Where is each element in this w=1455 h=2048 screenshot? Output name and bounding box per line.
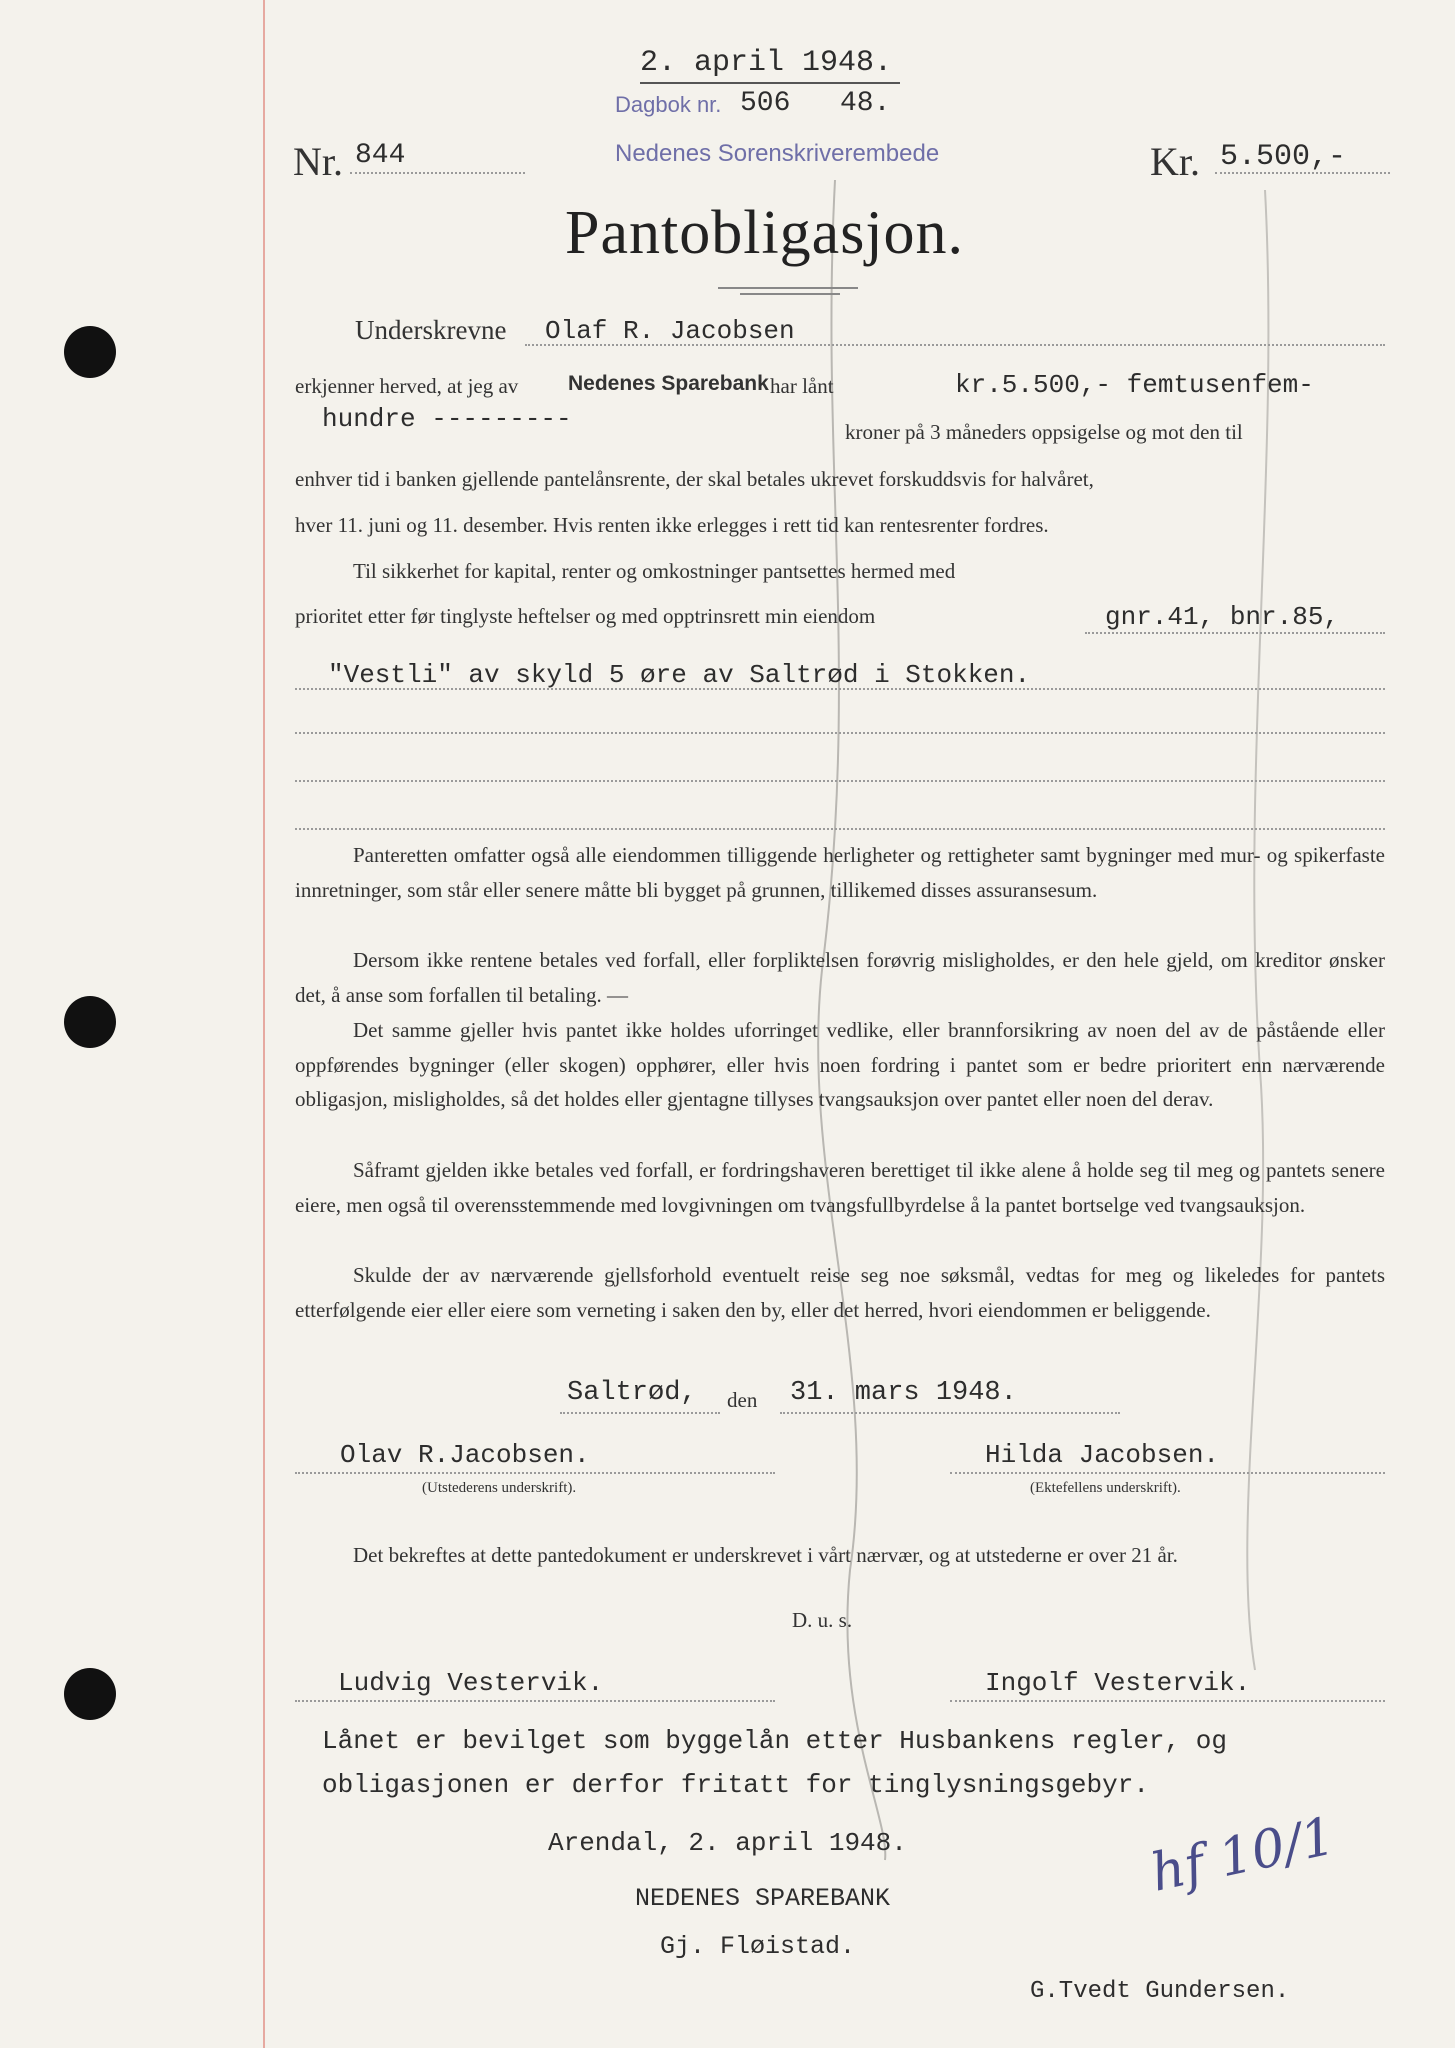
kr-value: 5.500,- (1220, 140, 1347, 174)
dagbok-stamp-label: Dagbok nr. (615, 92, 722, 117)
handwritten-initials: hf 10/1 (1145, 1806, 1341, 1904)
sorenskriver-stamp: Nedenes Sorenskriverembede (615, 140, 940, 167)
intro-line2: erkjenner herved, at jeg av (295, 374, 519, 398)
kr-dotted-line (1215, 172, 1390, 174)
place: Saltrød, (567, 1378, 697, 1408)
property-typed-line2: "Vestli" av skyld 5 øre av Saltrød i Stokken. (328, 660, 1031, 690)
dus: D. u. s. (792, 1608, 853, 1632)
dotted-line (780, 1412, 1120, 1414)
dotted-line (295, 780, 1385, 782)
witness2-signature: Ingolf Vestervik. (985, 1668, 1251, 1698)
intro-line5: hver 11. juni og 11. desember. Hvis renten ikke erlegges i rett tid kan rentesrenter fordres. (295, 513, 1049, 537)
document-title: Pantobligasjon. (565, 199, 965, 267)
amount-typed-cont: hundre --------- (322, 404, 572, 434)
body-paragraph: Såframt gjelden ikke betales ved forfall, er fordringshaveren berettiget til ikke alene å holde seg til meg og pantets senere eiere, men også til overensstemmende med lovgivningen om tvangsfullbyrdelse å la pantet bortselge ved tvangsauksjon. (295, 1158, 1385, 1217)
intro-line3: kroner på 3 måneders oppsigelse og mot den til (845, 420, 1243, 444)
intro-line4: enhver tid i banken gjellende pantelånsrente, der skal betales ukrevet forskuddsvis for halvåret, (295, 467, 1094, 491)
spouse-signature: Hilda Jacobsen. (985, 1440, 1220, 1470)
signature-line (295, 1472, 775, 1474)
note-place-date: Arendal, 2. april 1948. (548, 1828, 907, 1858)
witness-text: Det bekreftes at dette pantedokument er underskrevet i vårt nærvær, og at utstederne er over 21 år. (353, 1543, 1178, 1567)
nr-value: 844 (355, 140, 406, 171)
property-typed: gnr.41, bnr.85, (1105, 602, 1340, 632)
intro-line6: Til sikkerhet for kapital, renter og omkostninger pantsettes hermed med (353, 559, 956, 583)
nr-dotted-line (350, 172, 525, 174)
intro-line2b: har lånt (770, 374, 834, 398)
header-date: 2. april 1948. (640, 46, 893, 80)
undersigned-label: Underskrevne (355, 315, 507, 345)
dotted-line (295, 828, 1385, 830)
date: 31. mars 1948. (790, 1378, 1017, 1408)
kr-label: Kr. (1150, 139, 1200, 184)
dagbok-year: 48. (840, 88, 891, 119)
note-bank-signer: Gj. Fløistad. (660, 1932, 856, 1961)
final-signer: G.Tvedt Gundersen. (1030, 1978, 1290, 2005)
bank-name: Nedenes Sparebank (568, 372, 769, 395)
header-date-underline (640, 82, 900, 84)
signature-line (950, 1472, 1385, 1474)
dotted-line (295, 732, 1385, 734)
undersigned-name: Olaf R. Jacobsen (545, 316, 795, 346)
signature-line (295, 1700, 775, 1702)
dotted-line (560, 1412, 720, 1414)
body-paragraph: Panteretten omfatter også alle eiendommen tilliggende herligheter og rettigheter samt bygninger med mur- og spikerfaste innretninger, som står eller senere måtte bli bygget på grunnen, tillikemed disses assuransesum. (295, 843, 1385, 902)
body-paragraph: Skulde der av nærværende gjellsforhold eventuelt reise seg noe søksmål, vedtas for meg og likeledes for pantets etterfølgende eier eller eiere som verneting i saken den by, eller det herred, hvori eiendommen er beliggende. (295, 1263, 1385, 1322)
den-label: den (727, 1388, 758, 1412)
note-bank: NEDENES SPAREBANK (635, 1884, 891, 1913)
witness1-signature: Ludvig Vestervik. (338, 1668, 604, 1698)
spouse-caption: (Ektefellens underskrift). (1030, 1480, 1181, 1496)
title-rule (718, 287, 858, 289)
intro-line7: prioritet etter før tinglyste heftelser og med opptrinsrett min eiendom (295, 604, 876, 628)
body-paragraph: Det samme gjeller hvis pantet ikke holdes uforringet vedlike, eller brannforsikring av noen del av de påstående eller oppførendes bygninger (eller skogen) opphører, eller hvis noen fordring i pantet som er bedre prioritert enn nærværende obligasjon, misligholdes, så det holdes eller gjentagne tillyses tvangsauksjon over pantet eller noen del derav. (295, 1018, 1385, 1111)
note-line1: Lånet er bevilget som byggelån etter Husbankens regler, og (322, 1726, 1227, 1756)
dotted-line (295, 688, 1385, 690)
dagbok-number: 506 (740, 88, 791, 119)
dotted-line (1085, 632, 1385, 634)
title-rule (740, 293, 840, 295)
issuer-caption: (Utstederens underskrift). (422, 1480, 577, 1496)
body-paragraph: Dersom ikke rentene betales ved forfall, eller forpliktelsen forøvrig misligholdes, er den hele gjeld, om kreditor ønsker det, å anse som forfallen til betaling. — (295, 948, 1385, 1007)
dotted-line (525, 344, 1385, 346)
note-line2: obligasjonen er derfor fritatt for tinglysningsgebyr. (322, 1770, 1149, 1800)
amount-typed: kr.5.500,- femtusenfem- (955, 370, 1314, 400)
issuer-signature: Olav R.Jacobsen. (340, 1440, 590, 1470)
signature-line (950, 1700, 1385, 1702)
nr-label: Nr. (293, 139, 343, 184)
